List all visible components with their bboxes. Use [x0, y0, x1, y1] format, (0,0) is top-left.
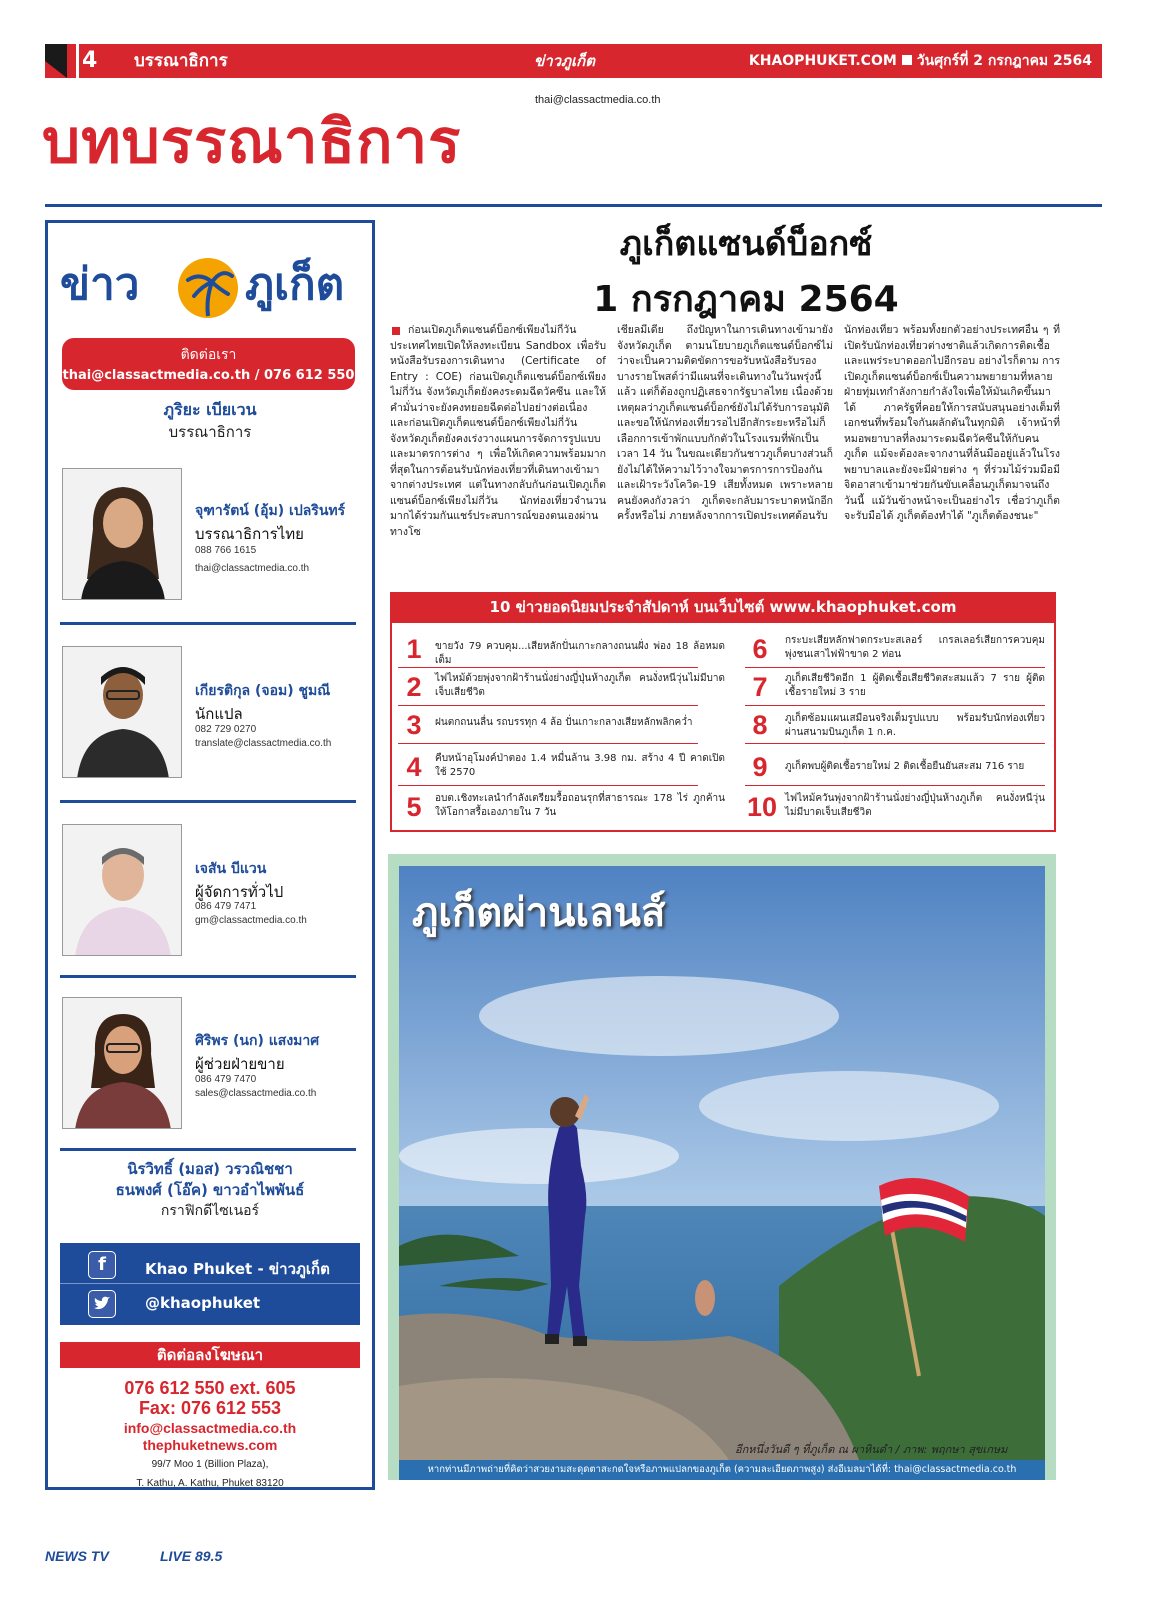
- staff-phone: 088 766 1615: [195, 545, 257, 556]
- section-name: บรรณาธิการ: [134, 51, 228, 71]
- facebook-icon[interactable]: f: [88, 1251, 116, 1279]
- ad-website[interactable]: thephuketnews.com: [142, 1437, 278, 1453]
- staff-name: ศิริพร (นก) แสงมาศ: [195, 1033, 320, 1049]
- ad-phone: 076 612 550 ext. 605: [124, 1378, 296, 1398]
- staff-role: นักแปล: [195, 705, 243, 723]
- header-divider: [76, 44, 79, 78]
- staff-photo: [62, 646, 182, 778]
- contact-box: [62, 338, 355, 390]
- graphic-designer-role: กราฟิกดีไซเนอร์: [160, 1203, 260, 1219]
- site-url[interactable]: KHAOPHUKET.COM: [748, 53, 897, 69]
- news-rank: 6: [752, 634, 768, 664]
- news-headline[interactable]: กระบะเสียหลักฟาดกระบะสเลอร์ เกรลเลอร์เสียการควบคุม พุ่งชนเสาไฟฟ้าขาด 2 ท่อน: [785, 635, 1045, 660]
- staff-role: บรรณาธิการไทย: [195, 525, 304, 543]
- news-rank: 1: [406, 634, 422, 664]
- live-radio-logo: LIVE 89.5: [160, 1548, 223, 1564]
- news-rank: 10: [746, 792, 778, 822]
- news-headline[interactable]: ไฟไหม้ควันพุ่งจากฝ้าร้านนั่งย่างญี่ปุ่นห้างภูเก็ต คนงั่งหนีวุ่นไม่มีบาดเจ็บเสียชีวิต: [785, 793, 1045, 818]
- newstv-logo: NEWS TV: [45, 1548, 109, 1564]
- staff-email[interactable]: sales@classactmedia.co.th: [195, 1088, 317, 1099]
- photo-submission-note: หากท่านมีภาพถ่ายที่คิดว่าสวยงามสะดุดตาสะกดใจหรือภาพแปลกของภูเก็ต (ความละเอียดภาพสูง) ส่งอีเมลมาได้ที่: thai@classactmedia.co.th: [399, 1460, 1045, 1480]
- staff-photo: [62, 997, 182, 1129]
- staff-email[interactable]: translate@classactmedia.co.th: [195, 738, 332, 749]
- khaophuket-logo: [60, 250, 360, 325]
- logo-text-right: ภูเก็ต: [245, 259, 345, 310]
- staff-photo: [62, 468, 182, 600]
- news-rank: 3: [406, 710, 422, 740]
- phuket-viewpoint-photo: [399, 866, 1045, 1460]
- news-headline[interactable]: ฝนตกถนนลื่น รถบรรทุก 4 ล้อ ปั่นเกาะกลางเสียหลักพลิกคว่ำ: [435, 717, 693, 728]
- contact-info[interactable]: thai@classactmedia.co.th / 076 612 550: [62, 368, 355, 383]
- ad-contact-heading: ติดต่อลงโฆษณา: [60, 1342, 360, 1368]
- news-headline[interactable]: ไฟไหม้ด้วยพุ่งจากฝ้าร้านนั่งย่างญี่ปุ่นห้างภูเก็ต คนงั่งหนีวุ่นไม่มีบาดเจ็บเสียชีวิต: [435, 673, 725, 698]
- staff-name: จุฑารัตน์ (อุ้ม) เปลรินทร์: [195, 503, 346, 519]
- logo-text-left: ข่าว: [60, 259, 140, 310]
- facebook-link[interactable]: Khao Phuket - ข่าวภูเก็ต: [145, 1260, 330, 1278]
- header-site-date: [749, 44, 1092, 78]
- header-logo: ข่าวภูเก็ต: [534, 52, 595, 70]
- contact-label: ติดต่อเรา: [180, 347, 237, 363]
- sidebar-rule: [60, 622, 356, 625]
- news-separator: [398, 785, 698, 786]
- staff-name: เกียรติกุล (จอม) ชูมณี: [195, 683, 331, 699]
- news-headline[interactable]: ขายวัง 79 ควบคุม...เสียหลักปั่นเกาะกลางถนนฝั่ง พ่อง 18 ล้อหมดเต็ม: [435, 641, 725, 666]
- title-email[interactable]: thai@classactmedia.co.th: [535, 94, 661, 106]
- title-rule: [45, 204, 1102, 207]
- article-column-1: ก่อนเปิดภูเก็ตแซนด์บ็อกซ์เพียงไม่กี่วัน ประเทศไทยเปิดให้ลงทะเบียน Sandbox เพื่อรับหนังสือรับรองการเดินทาง (Certificate of Entry : COE) ก่อนเปิดภูเก็ตแซนด์บ็อกซ์เพียงไม่กี่วัน จังหวัดภูเก็ตยังคงระดมฉีดวัคซีน และให้คำมั่นว่าจะยังคงทยอยฉีดต่อไปอย่างต่อเนื่อง และก่อนเปิดภูเก็ตแซนด์บ็อกซ์เพียงไม่กี่วัน จังหวัดภูเก็ตยังคงเร่งวางแผนการจัดการรูปแบบและมาตรการต่าง ๆ เพื่อให้เกิดความพร้อมมากที่สุดในการต้อนรับนักท่องเที่ยวที่เดินทางเข้ามาจากต่างประเทศ แต่ในทางกลับกันก่อนเปิดภูเก็ตแซนด์บ็อกซ์เพียงไม่กี่วัน นักท่องเที่ยวจำนวนมากได้ร่วมกันแชร์ประสบการณ์ของตนเองผ่านทางโซ: [390, 324, 606, 538]
- ad-address-line-2: T. Kathu, A. Kathu, Phuket 83120: [136, 1478, 284, 1489]
- staff-phone: 086 479 7471: [195, 901, 257, 912]
- news-separator: [745, 785, 1045, 786]
- staff-email[interactable]: thai@classactmedia.co.th: [195, 563, 310, 574]
- editor-role: บรรณาธิการ: [168, 423, 252, 441]
- news-headline[interactable]: อบต.เชิงทะเลนำกำลังเตรียมรื้อถอนรุกที่สาธารณะ 178 ไร่ ภูกค้าน ให้โอกาสรื้อเองภายใน 7 วัน: [435, 793, 725, 818]
- news-rank: 5: [406, 792, 422, 822]
- ad-email[interactable]: info@classactmedia.co.th: [123, 1420, 297, 1436]
- palm-sun-icon: [178, 258, 238, 318]
- page-title: บทบรรณาธิการ: [42, 107, 462, 177]
- staff-role: ผู้ช่วยฝ่ายขาย: [195, 1055, 285, 1073]
- article-title-line-1: ภูเก็ตแซนด์บ็อกซ์: [619, 224, 873, 264]
- ad-address-line-1: 99/7 Moo 1 (Billion Plaza),: [151, 1459, 269, 1470]
- news-rank: 4: [406, 752, 422, 782]
- article-title-line-2: 1 กรกฎาคม 2564: [593, 279, 899, 320]
- graphic-designer-2: ธนพงศ์ (โอ๊ค) ขาวอำไพพันธ์: [115, 1181, 305, 1199]
- staff-email[interactable]: gm@classactmedia.co.th: [195, 915, 307, 926]
- social-divider: [60, 1283, 360, 1284]
- twitter-icon[interactable]: [88, 1290, 116, 1318]
- news-headline[interactable]: ภูเก็ตพบผู้ติดเชื้อรายใหม่ 2 ติดเชื้อยืนยันสะสม 716 ราย: [785, 761, 1025, 772]
- news-rank: 8: [752, 710, 768, 740]
- photo-section-title: ภูเก็ตผ่านเลนส์: [412, 890, 666, 936]
- graphic-designer-1: นิรวิทธิ์ (มอส) วรวณิชชา: [127, 1160, 293, 1178]
- article-column-3: นักท่องเที่ยว พร้อมทั้งยกตัวอย่างประเทศอื่น ๆ ที่เปิดรับนักท่องเที่ยวต่างชาติแล้วเกิดการติดเชื้อและแพร่ระบาดออกไปอีกรอบ อย่างไรก็ตาม การเปิดภูเก็ตแซนด์บ็อกซ์เป็นความพยายามที่หลายฝ่ายทุ่มเทกำลังกายกำลังใจเพื่อให้มันเกิดขึ้นมาได้ ภาครัฐที่คอยให้การสนับสนุนอย่างเต็มที่ เอกชนที่พร้อมใจกันผลักดันในทุกมิติ เจ้าหน้าที่หมอพยาบาลที่ลงมาระดมฉีดวัคซีนให้กับคนภูเก็ต แม้จะต้องละจากงานที่ล้นมืออยู่แล้วในโรงพยาบาลและยังจะมีฝ่ายต่าง ๆ ที่ร่วมไม้ร่วมมือมีจิตอาสาเข้ามาช่วยกันขับเคลื่อนภูเก็ตมาจนถึงวันนี้ แม้วันข้างหน้าจะเป็นอย่างไร เชื่อว่าภูเก็ตจะรับมือได้ ภูเก็ตต้องทำได้ "ภูเก็ตต้องชนะ": [844, 324, 1060, 522]
- sidebar-rule: [60, 975, 356, 978]
- news-rank: 9: [752, 752, 768, 782]
- ad-fax: Fax: 076 612 553: [138, 1398, 282, 1418]
- news-headline[interactable]: ภูเก็ตเสียชีวิตอีก 1 ผู้ติดเชื้อเสียชีวิตสะสมแล้ว 7 ราย ผู้ติดเชื้อรายใหม่ 3 ราย: [785, 673, 1045, 698]
- staff-photo: [62, 824, 182, 956]
- top-news-heading[interactable]: 10 ข่าวยอดนิยมประจำสัปดาห์ บนเว็บไซต์ www.khaophuket.com: [390, 592, 1056, 623]
- news-separator: [745, 743, 1045, 744]
- staff-name: เจสัน บีแวน: [195, 861, 267, 877]
- news-headline[interactable]: ภูเก็ตซ้อมแผนเสมือนจริงเต็มรูปแบบ พร้อมรับนักท่องเที่ยวผ่านสนามบินภูเก็ต 1 ก.ค.: [785, 713, 1045, 738]
- social-box: [60, 1243, 360, 1325]
- photo-caption: อีกหนึ่งวันดี ๆ ที่ภูเก็ต ณ ผาหินดำ / ภาพ: พฤกษา สุขเกษม: [735, 1443, 1008, 1456]
- news-separator: [745, 705, 1045, 706]
- twitter-link[interactable]: @khaophuket: [145, 1294, 261, 1312]
- staff-phone: 086 479 7470: [195, 1074, 257, 1085]
- sidebar-rule: [60, 1148, 356, 1151]
- news-separator: [398, 667, 698, 668]
- staff-phone: 082 729 0270: [195, 724, 257, 735]
- news-rank: 2: [406, 672, 422, 702]
- sidebar-rule: [60, 800, 356, 803]
- staff-role: ผู้จัดการทั่วไป: [195, 883, 284, 901]
- page-number: 4: [82, 48, 98, 73]
- news-rank: 7: [752, 672, 768, 702]
- news-headline[interactable]: คืบหน้าอุโมงค์ป่าตอง 1.4 หมื่นล้าน 3.98 กม. สร้าง 4 ปี คาดเปิดใช้ 2570: [435, 753, 725, 778]
- issue-date: วันศุกร์ที่ 2 กรกฎาคม 2564: [916, 53, 1092, 69]
- news-separator: [398, 743, 698, 744]
- editor-name: ภูริยะ เบียเวน: [163, 400, 257, 419]
- news-separator: [745, 667, 1045, 668]
- article-column-2: เชียลมีเดีย ถึงปัญหาในการเดินทางเข้ามายังจังหวัดภูเก็ต ตามนโยบายภูเก็ตแซนด์บ็อกซ์ไม่ว่าจะเป็นความติดขัดการขอรับหนังสือรับรอง บางรายโพสต์ว่ามีแผนที่จะเดินทางในวันพรุ่งนี้แล้ว แต่ก็ต้องถูกปฏิเสธจากรัฐบาลไทย เนื่องด้วยเหตุผลว่าภูเก็ตแซนด์บ็อกซ์ยังไม่ได้รับการอนุมัติ และขอให้นักท่องเที่ยวรอไปอีกสักระยะหรือไม่ก็เลือกการเข้าพักแบบกักตัวในโรงแรมที่พักเป็นเวลา 14 วัน ในขณะเดียวกันชาวภูเก็ตบางส่วนก็ยังไม่ได้ให้ความไว้วางใจมาตรการการป้องกันและเฝ้าระวังโควิด-19 เสียทั้งหมด เพราะหลายคนยังคงกังวลว่า ภูเก็ตจะกลับมาระบาดหนักอีกครั้งหรือไม่ ภายหลังจากการเปิดประเทศต้อนรับ: [617, 324, 833, 522]
- news-separator: [398, 705, 698, 706]
- square-separator: [902, 55, 912, 65]
